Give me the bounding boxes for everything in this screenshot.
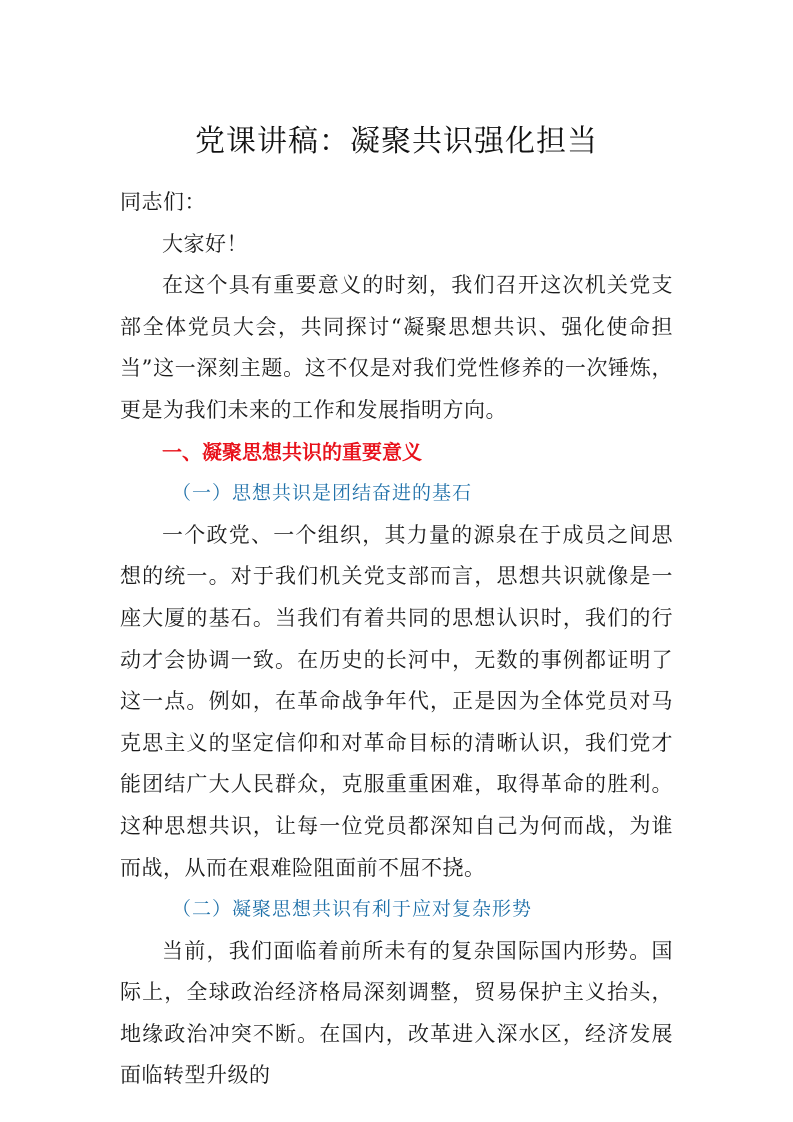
- section-1-heading: 一、凝聚思想共识的重要意义: [162, 439, 422, 464]
- subsection-1-heading: （一）思想共识是团结奋进的基石: [172, 482, 473, 505]
- greeting: 大家好！: [162, 231, 248, 256]
- subsection-1-paragraph: 一个政党、一个组织，其力量的源泉在于成员之间思想的统一。对于我们机关党支部而言，思想共识就像是一座大厦的基石。当我们有着共同的思想认识时，我们的行动才会协调一致。在历史的长河中，无数的事例都证明了这一点。例如，在革命战争年代，正是因为全体党员对马克思主义的坚定信仰和对革命目标的清晰认识，我们党才能团结广大人民群众，克服重重困难，取得革命的胜利。这种思想共识，让每一位党员都深知自己为何而战，为谁而战，从而在艰难险阻面前不屈不挠。: [120, 522, 673, 880]
- subsection-2-heading: （二）凝聚思想共识有利于应对复杂形势: [172, 898, 533, 921]
- subsection-2-paragraph: 当前，我们面临着前所未有的复杂国际国内形势。国际上，全球政治经济格局深刻调整，贸易保护主义抬头，地缘政治冲突不断。在国内，改革进入深水区，经济发展面临转型升级的: [120, 938, 673, 1088]
- salutation: 同志们：: [120, 190, 206, 214]
- document-title: 党课讲稿：凝聚共识强化担当: [195, 124, 598, 159]
- intro-paragraph: 在这个具有重要意义的时刻，我们召开这次机关党支部全体党员大会，共同探讨“凝聚思想共识、强化使命担当”这一深刻主题。这不仅是对我们党性修养的一次锤炼，更是为我们未来的工作和发展指明方向。: [120, 273, 673, 422]
- document-body: [120, 182, 673, 1097]
